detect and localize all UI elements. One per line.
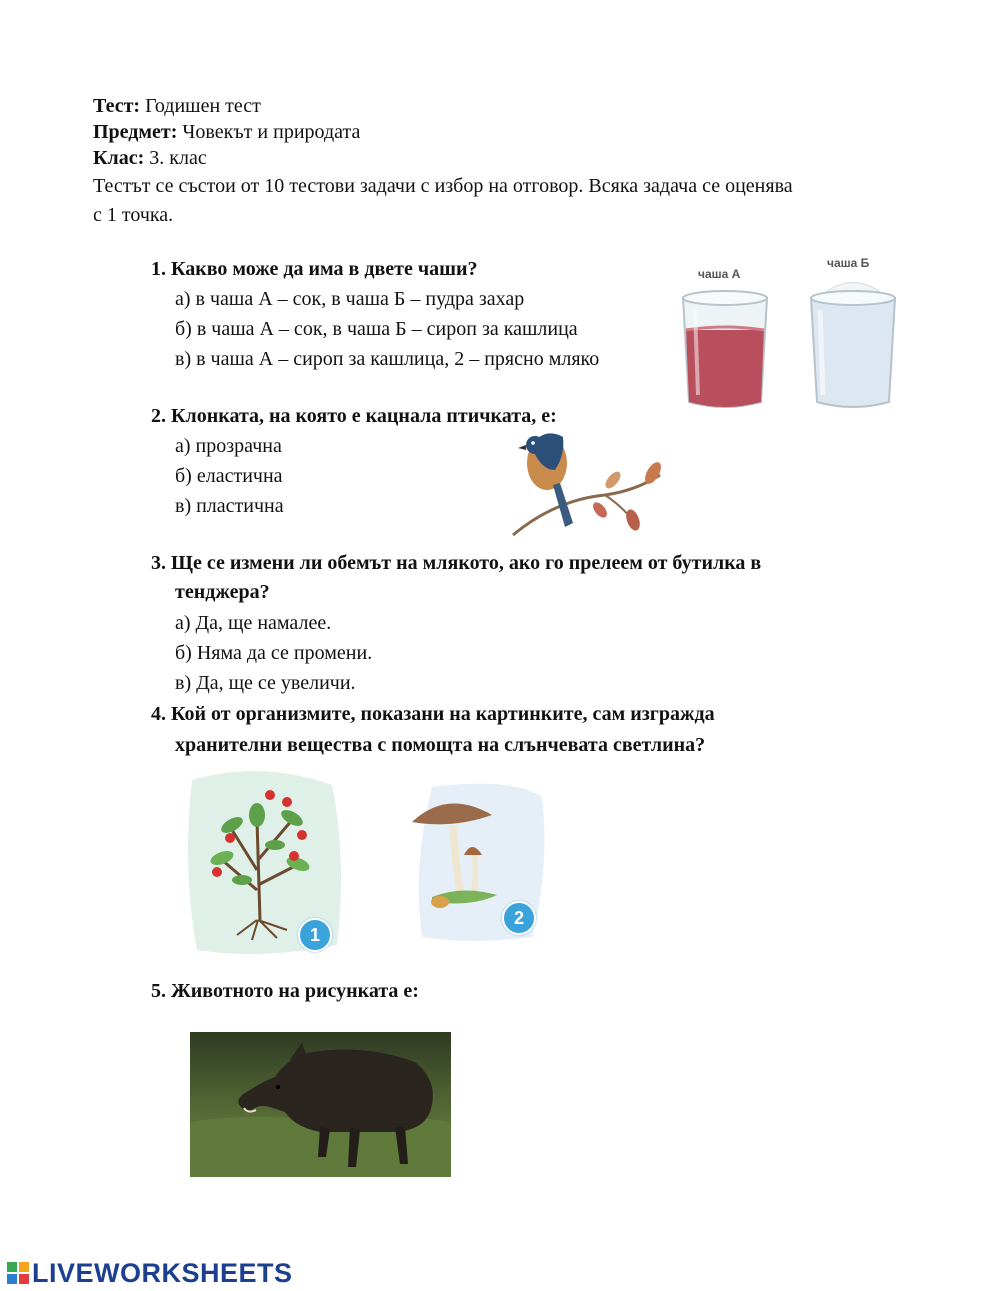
question-1	[151, 255, 478, 283]
question-number: 4.	[151, 703, 166, 725]
question-5	[151, 977, 419, 1005]
question-3	[151, 549, 761, 577]
q2-option-b[interactable]: б) еластична	[175, 465, 283, 487]
test-value: Годишен тест	[145, 95, 261, 117]
q1-option-a[interactable]: а) в чаша А – сок, в чаша Б – пудра захар	[175, 288, 525, 310]
question-number: 3.	[151, 552, 166, 574]
question-number: 2.	[151, 405, 166, 427]
boar-photo	[190, 1032, 451, 1177]
plant-image[interactable]	[172, 760, 348, 960]
question-number: 1.	[151, 258, 166, 280]
q2-option-a[interactable]: а) прозрачна	[175, 435, 282, 457]
question-text: Животното на рисунката е:	[171, 980, 419, 1002]
description-line-2: с 1 точка.	[93, 204, 174, 226]
brand-name: LIVEWORKSHEETS	[32, 1258, 293, 1288]
class-line	[93, 145, 207, 171]
question-text-line-1: Кой от организмите, показани на картинките, сам изгражда	[171, 703, 715, 725]
glass-b-label: чаша Б	[827, 256, 870, 270]
glasses-drawing	[670, 250, 910, 420]
bird-on-branch-image	[505, 425, 670, 540]
question-4	[151, 700, 715, 728]
mushroom-image[interactable]	[392, 777, 550, 947]
q3-option-a[interactable]: а) Да, ще намалее.	[175, 612, 332, 634]
q3-option-c[interactable]: в) Да, ще се увеличи.	[175, 672, 356, 694]
q3-option-b[interactable]: б) Няма да се промени.	[175, 642, 373, 664]
class-label: Клас:	[93, 147, 145, 169]
q1-option-b[interactable]: б) в чаша А – сок, в чаша Б – сироп за кашлица	[175, 318, 578, 340]
question-4-line-2: хранителни вещества с помощта на слънчевата светлина?	[175, 734, 706, 756]
question-3-line-2: тенджера?	[175, 581, 270, 603]
subject-line	[93, 119, 360, 145]
glasses-image	[670, 250, 910, 420]
test-label: Тест:	[93, 95, 141, 117]
question-number: 5.	[151, 980, 166, 1002]
badge-1: 1	[298, 918, 332, 952]
q1-option-c[interactable]: в) в чаша А – сироп за кашлица, 2 – прясно мляко	[175, 348, 600, 370]
question-2	[151, 402, 557, 430]
subject-label: Предмет:	[93, 121, 178, 143]
description-line-1: Тестът се състои от 10 тестови задачи с избор на отговор. Всяка задача се оценява	[93, 175, 793, 197]
subject-value: Човекът и природата	[182, 121, 361, 143]
q2-option-c[interactable]: в) пластична	[175, 495, 284, 517]
glass-a-label: чаша А	[698, 267, 741, 281]
question-text: Клонката, на която е кацнала птичката, е:	[171, 405, 557, 427]
question-text: Какво може да има в двете чаши?	[171, 258, 478, 280]
badge-2: 2	[502, 901, 536, 935]
brand-squares-icon	[7, 1262, 29, 1284]
question-text-line-1: Ще се измени ли обемът на млякото, ако го прелеем от бутилка в	[171, 552, 762, 574]
test-title-line	[93, 93, 261, 119]
class-value: 3. клас	[149, 147, 207, 169]
